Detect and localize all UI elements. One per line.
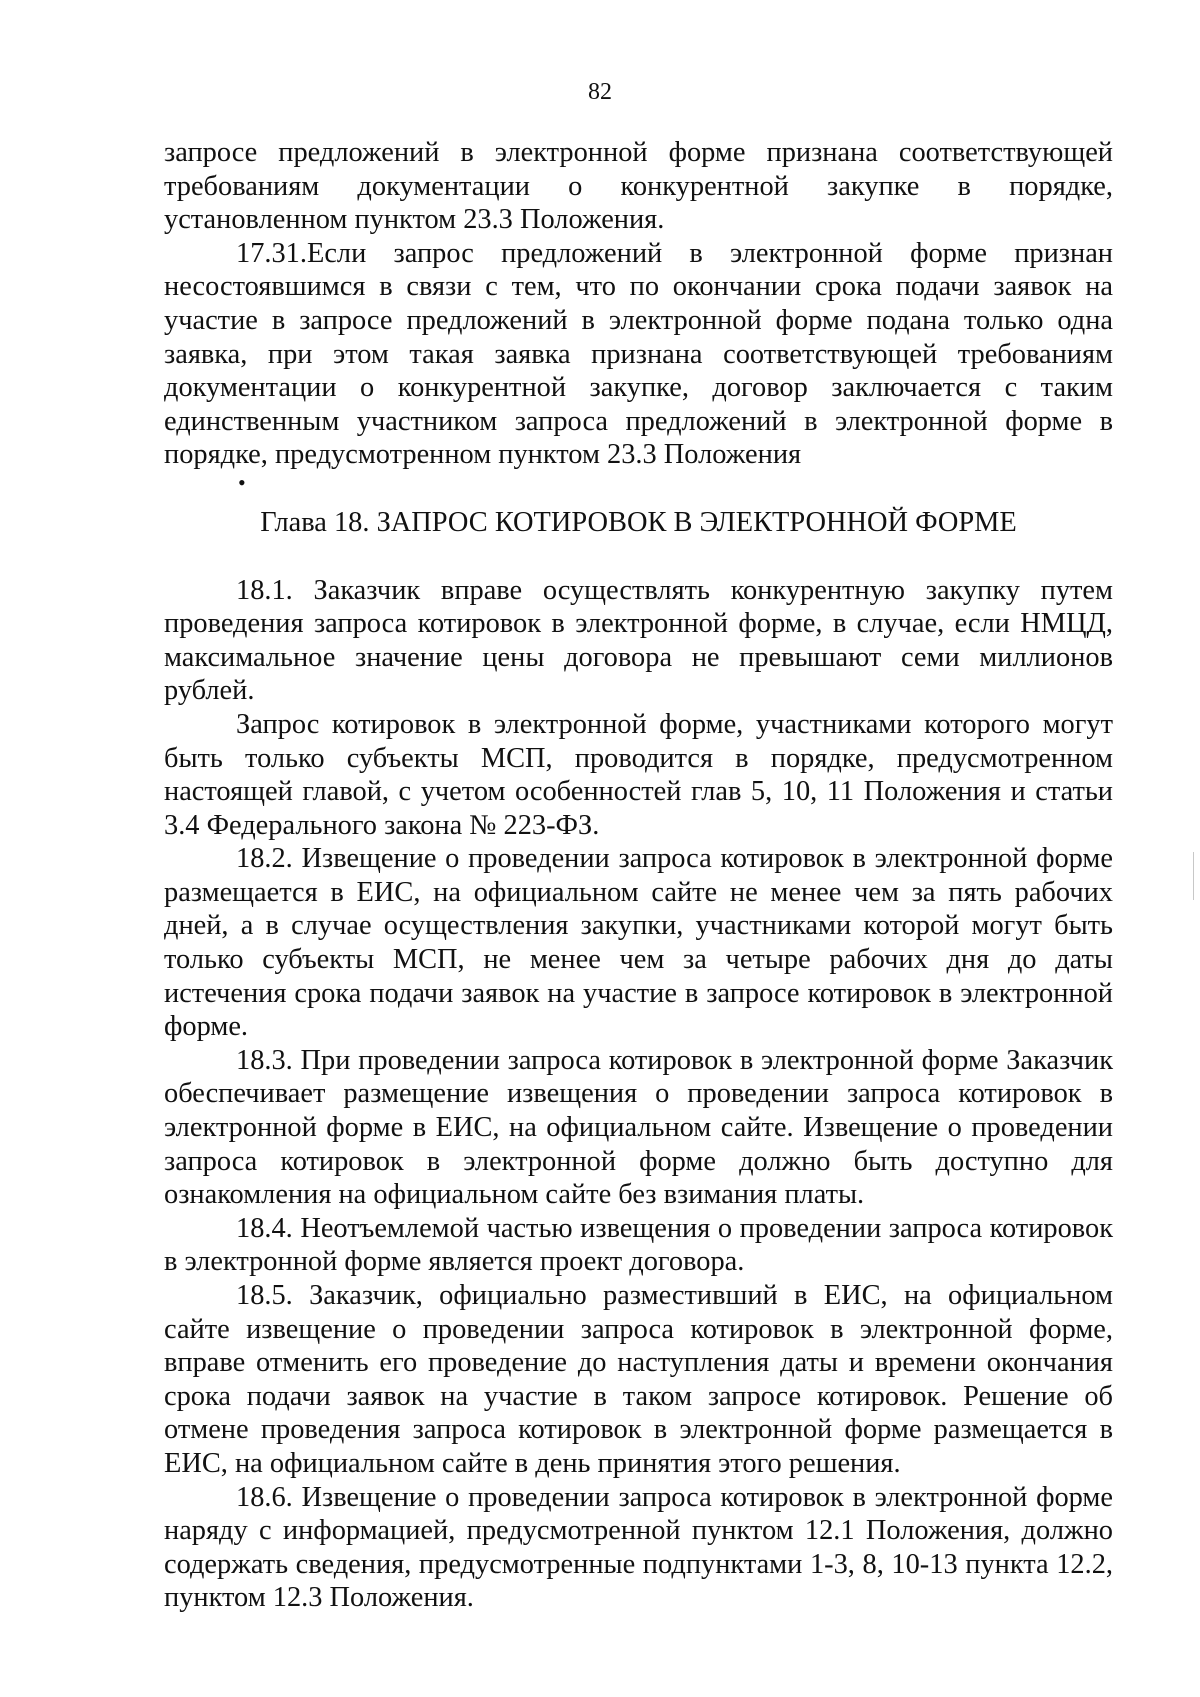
- margin-scan-mark: [1193, 852, 1194, 900]
- paragraph-continuation: запросе предложений в электронной форме признана соответствующей требованиям документации о конкурентной закупке в порядке, установленном пунктом 23.3 Положения.: [164, 137, 1113, 236]
- page-number: 82: [588, 79, 612, 105]
- separator-dot: [164, 469, 1113, 506]
- paragraph-18-4: 18.4. Неотъемлемой частью извещения о проведении запроса котировок в электронной форме является проект договора.: [164, 1212, 1113, 1278]
- paragraph-18-2: 18.2. Извещение о проведении запроса котировок в электронной форме размещается в ЕИС, на официальном сайте не менее чем за пять рабочих дней, а в случае осуществления закупки, участниками которой могут быть только субъекты МСП, не менее чем за четыре рабочих дня до даты истечения срока подачи заявок на участие в запросе котировок в электронной форме.: [164, 843, 1113, 1043]
- document-body: [164, 136, 1113, 1615]
- paragraph-18-1: 18.1. Заказчик вправе осуществлять конкурентную закупку путем проведения запроса котировок в электронной форме, в случае, если НМЦД, максимальное значение цены договора не превышают семи миллионов рублей.: [164, 574, 1113, 707]
- chapter-title: Глава 18. ЗАПРОС КОТИРОВОК В ЭЛЕКТРОННОЙ ФОРМЕ: [260, 506, 1017, 538]
- paragraph-18-6: 18.6. Извещение о проведении запроса котировок в электронной форме наряду с информацией, предусмотренной пунктом 12.1 Положения, должно содержать сведения, предусмотренные подпунктами 1-3, 8, 10-13 пункта 12.2, пунктом 12.3 Положения.: [164, 1481, 1113, 1614]
- paragraph-17-31: 17.31.Если запрос предложений в электронной форме признан несостоявшимся в связи с тем, что по окончании срока подачи заявок на участие в запросе предложений в электронной форме подана только одна заявка, при этом такая заявка признана соответствующей требованиям документации о конкурентной закупке, договор заключается с таким единственным участником запроса предложений в электронной форме в порядке, предусмотренном пунктом 23.3 Положения: [164, 237, 1113, 471]
- paragraph-msp-note: Запрос котировок в электронной форме, участниками которого могут быть только субъекты МСП, проводится в порядке, предусмотренном настоящей главой, с учетом особенностей глав 5, 10, 11 Положения и статьи 3.4 Федерального закона № 223-ФЗ.: [164, 708, 1113, 841]
- separator-dot-mark: •: [238, 469, 246, 495]
- paragraph-18-5: 18.5. Заказчик, официально разместивший в ЕИС, на официальном сайте извещение о проведении запроса котировок в электронной форме, вправе отменить его проведение до наступления даты и времени окончания срока подачи заявок на участие в таком запросе котировок. Решение об отмене проведения запроса котировок в электронной форме размещается в ЕИС, на официальном сайте в день принятия этого решения.: [164, 1280, 1113, 1479]
- paragraph-18-3: 18.3. При проведении запроса котировок в электронной форме Заказчик обеспечивает размещение извещения о проведении запроса котировок в электронной форме в ЕИС, на официальном сайте. Извещение о проведении запроса котировок в электронной форме должно быть доступно для ознакомления на официальном сайте без взимания платы.: [164, 1044, 1113, 1211]
